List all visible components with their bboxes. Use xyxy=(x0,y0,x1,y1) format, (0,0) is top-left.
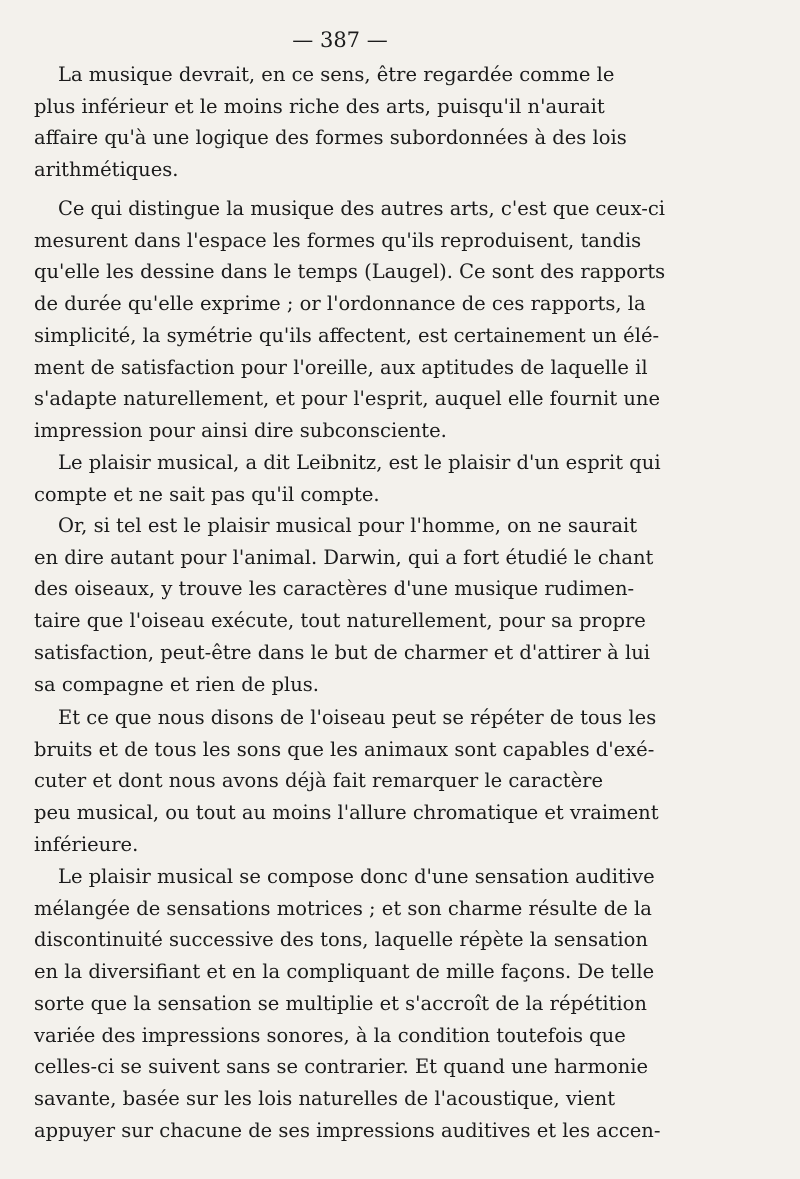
text-line: s'adapte naturellement, et pour l'esprit, auquel elle fournit une xyxy=(34,387,661,411)
text-line: taire que l'oiseau exécute, tout naturellement, pour sa propre xyxy=(34,609,646,633)
page-number: — 387 — xyxy=(292,28,388,52)
text-line: celles-ci se suivent sans se contrarier. Et quand une harmonie xyxy=(34,1055,649,1079)
text-line: savante, basée sur les lois naturelles de l'acoustique, vient xyxy=(34,1086,616,1110)
text-line: appuyer sur chacune de ses impressions auditives et les accen- xyxy=(34,1118,661,1142)
text-line: peu musical, ou tout au moins l'allure chromatique et vraiment xyxy=(34,801,659,825)
text-line: ment de satisfaction pour l'oreille, aux aptitudes de laquelle il xyxy=(34,355,648,379)
text-line: discontinuité successive des tons, laquelle répète la sensation xyxy=(34,928,648,952)
text-line: sa compagne et rien de plus. xyxy=(34,672,320,696)
text-line: des oiseaux, y trouve les caractères d'une musique rudimen- xyxy=(34,577,635,601)
text-line: satisfaction, peut-être dans le but de charmer et d'attirer à lui xyxy=(34,640,651,664)
paragraph-1 xyxy=(34,59,664,186)
text-line: La musique devrait, en ce sens, être regardée comme le xyxy=(58,63,615,86)
text-line: arithmétiques. xyxy=(34,158,179,182)
text-line: qu'elle les dessine dans le temps (Laugel). Ce sont des rapports xyxy=(34,260,666,284)
text-line: affaire qu'à une logique des formes subordonnées à des lois xyxy=(34,126,627,150)
paragraph-4 xyxy=(34,510,664,700)
text-line: Ce qui distingue la musique des autres arts, c'est que ceux-ci xyxy=(58,197,665,220)
text-line: en dire autant pour l'animal. Darwin, qui a fort étudié le chant xyxy=(34,545,654,569)
text-line: plus inférieur et le moins riche des arts, puisqu'il n'aurait xyxy=(34,94,605,118)
paragraph-3 xyxy=(34,447,664,510)
text-line: mélangée de sensations motrices ; et son charme résulte de la xyxy=(34,896,652,920)
paragraph-2 xyxy=(34,193,664,447)
text-line: Et ce que nous disons de l'oiseau peut se répéter de tous les xyxy=(58,706,657,729)
paragraph-5 xyxy=(34,702,664,861)
paragraph-6 xyxy=(34,861,664,1146)
text-line: sorte que la sensation se multiplie et s'accroît de la répétition xyxy=(34,991,647,1015)
text-line: inférieure. xyxy=(34,832,139,856)
text-line: de durée qu'elle exprime ; or l'ordonnance de ces rapports, la xyxy=(34,292,646,316)
text-line: bruits et de tous les sons que les animaux sont capables d'exé- xyxy=(34,737,655,761)
text-line: variée des impressions sonores, à la condition toutefois que xyxy=(34,1023,626,1047)
text-line: Or, si tel est le plaisir musical pour l'homme, on ne saurait xyxy=(58,514,638,537)
text-line: en la diversifiant et en la compliquant de mille façons. De telle xyxy=(34,960,655,984)
text-line: compte et ne sait pas qu'il compte. xyxy=(34,482,380,506)
text-line: Le plaisir musical se compose donc d'une sensation auditive xyxy=(58,865,655,888)
text-line: cuter et dont nous avons déjà fait remarquer le caractère xyxy=(34,769,604,793)
text-line: simplicité, la symétrie qu'ils affectent, est certainement un élé- xyxy=(34,323,660,347)
text-line: mesurent dans l'espace les formes qu'ils reproduisent, tandis xyxy=(34,228,642,252)
text-line: Le plaisir musical, a dit Leibnitz, est le plaisir d'un esprit qui xyxy=(58,451,661,474)
text-line: impression pour ainsi dire subconsciente. xyxy=(34,418,447,442)
